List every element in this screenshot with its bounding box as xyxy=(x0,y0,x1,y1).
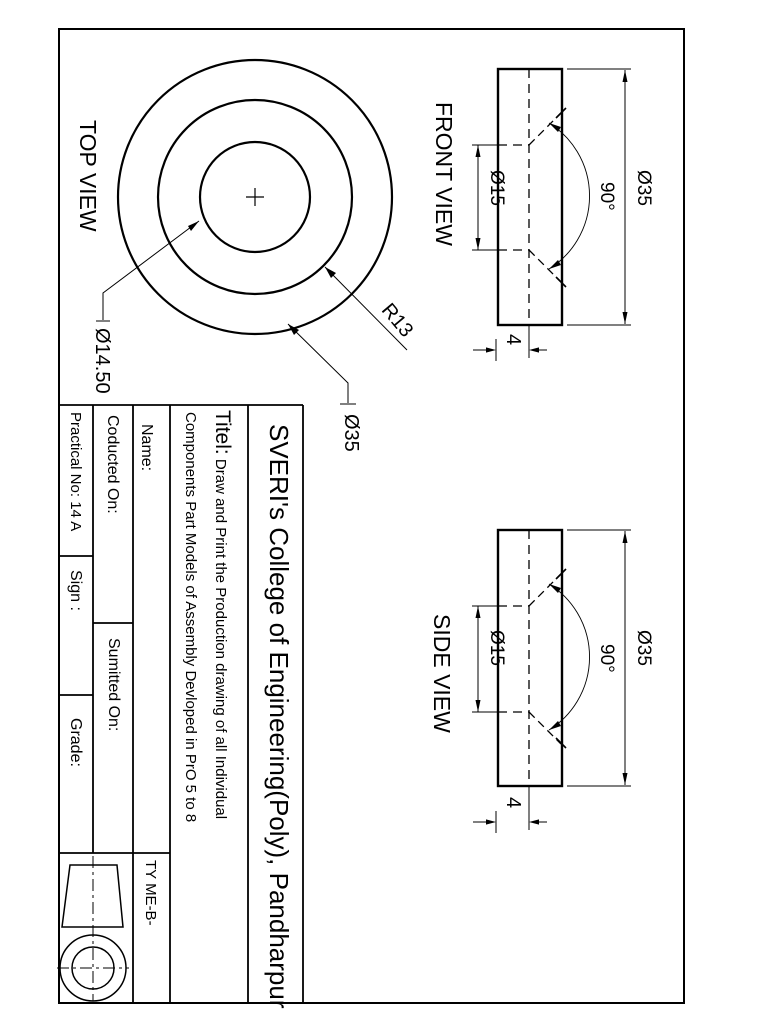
side-view-outer-dim: Ø35 xyxy=(633,630,654,666)
name-label: Name: xyxy=(138,424,155,472)
conducted-on-label: Coducted On: xyxy=(104,415,121,514)
side-view-geometry xyxy=(472,530,631,833)
sheet-border xyxy=(59,29,684,1003)
top-view-label: TOP VIEW xyxy=(75,120,101,232)
top-view-geometry xyxy=(96,60,407,404)
front-view-geometry xyxy=(472,69,631,361)
front-view-thickness-dim: 4 xyxy=(502,334,524,346)
drawing-title-line1: Titel: Draw and Print the Production drawing of all Individual xyxy=(211,410,234,820)
front-view-hole-dim: Ø15 xyxy=(486,170,507,206)
practical-no-label: Practical No: 14 A xyxy=(67,412,84,532)
side-view-thickness-dim: 4 xyxy=(502,797,524,809)
submitted-on-label: Sumitted On: xyxy=(105,638,122,732)
side-view-angle-dim: 90° xyxy=(596,644,617,673)
top-view-radius-dim: R13 xyxy=(376,299,418,342)
front-view-label: FRONT VIEW xyxy=(431,102,457,246)
sign-label: Sign : xyxy=(67,570,84,611)
top-view-inner-diameter-dim: Ø14.50 xyxy=(91,328,113,394)
side-view-hole-dim: Ø15 xyxy=(486,630,507,666)
side-view-label: SIDE VIEW xyxy=(429,614,455,733)
drawing-title-line2: Components Part Models of Assembly Devloped in PrO 5 to 8 xyxy=(182,412,199,823)
college-name: SVERI's College of Engineering(Poly), Pandharpur xyxy=(264,424,294,1009)
projection-symbol xyxy=(57,856,129,1001)
front-view-outer-dim: Ø35 xyxy=(633,170,654,206)
class-label: TY ME-B- xyxy=(142,860,159,926)
title-label: Titel: xyxy=(211,410,234,455)
top-view-outer-diameter-dim: Ø35 xyxy=(340,414,362,452)
front-view-angle-dim: 90° xyxy=(596,182,617,211)
projection-circles-icon xyxy=(60,935,126,1001)
grade-label: Grade: xyxy=(67,718,84,767)
